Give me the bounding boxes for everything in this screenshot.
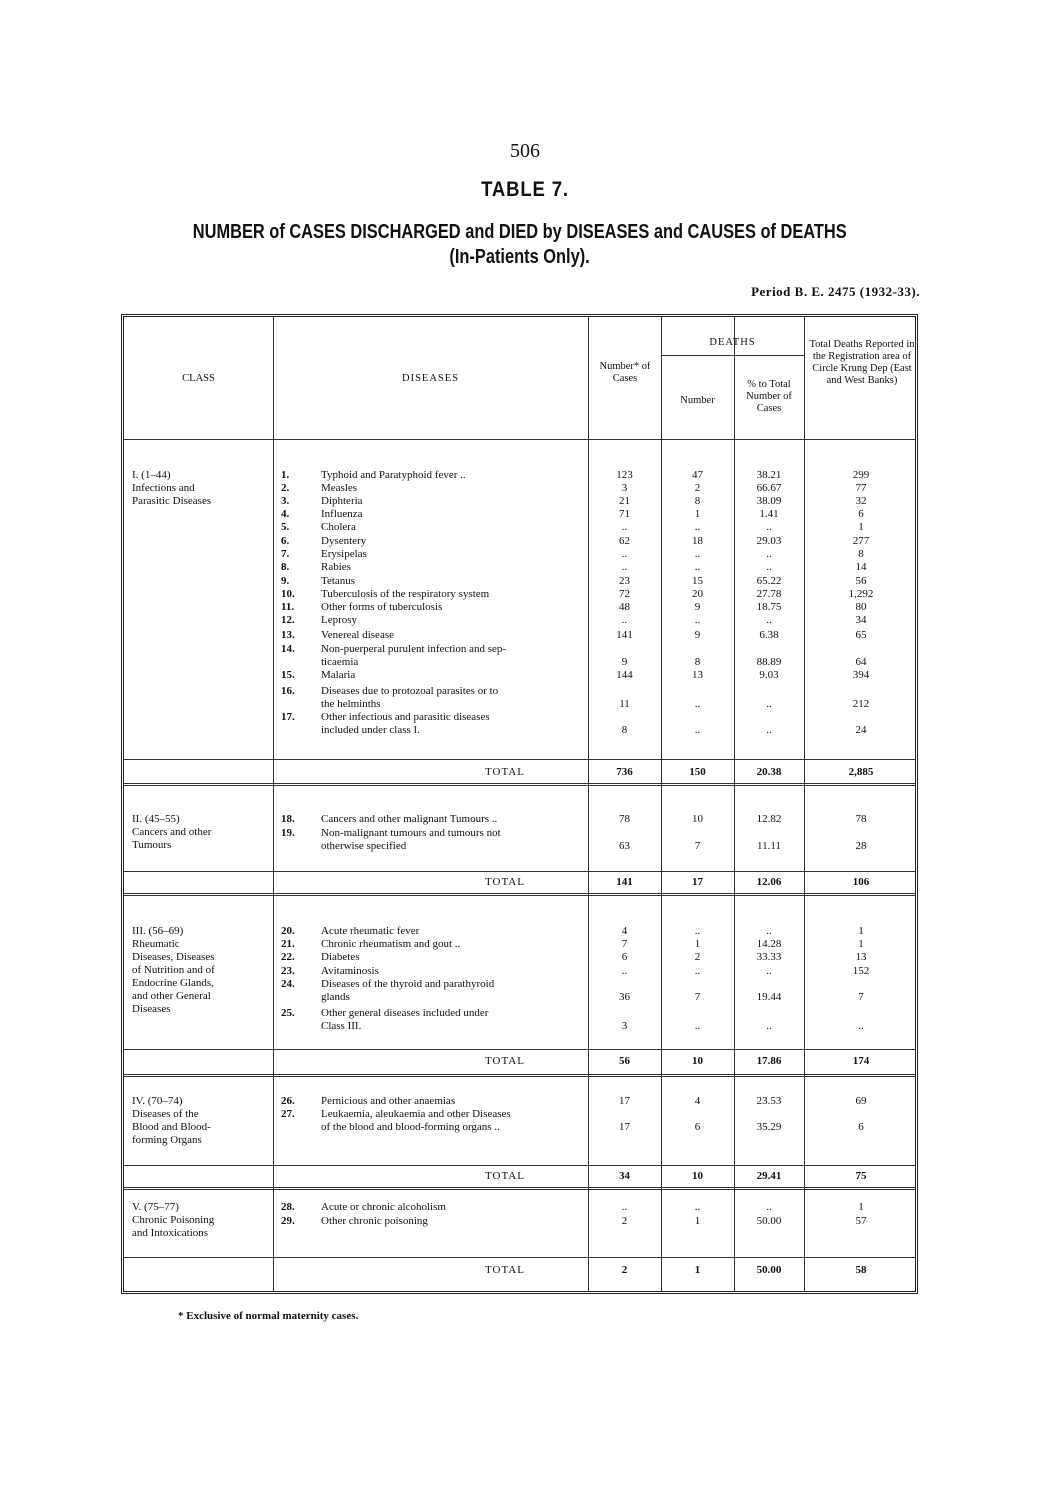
disease-number: 17. (281, 711, 295, 723)
disease-name: Diseases of the thyroid and parathyroid (321, 978, 495, 990)
disease-number: 22. (281, 951, 295, 963)
cases-value: 17 (619, 1095, 630, 1107)
total-label: TOTAL (485, 1170, 525, 1182)
class-label: Cancers and other (132, 826, 212, 838)
disease-name: Other forms of tuberculosis (321, 601, 443, 613)
disease-name: Acute rheumatic fever (321, 925, 420, 937)
cases-value: 3 (621, 1020, 628, 1032)
deaths-value: 13 (692, 669, 703, 681)
reported-value: 32 (855, 495, 867, 507)
cases-value: .. (621, 965, 628, 977)
disease-number: 19. (281, 827, 295, 839)
reported-value: 78 (855, 813, 867, 825)
class-label: Tumours (132, 839, 172, 851)
cases-value: .. (621, 614, 628, 626)
pct-value: 50.00 (756, 1215, 782, 1227)
reported-value: 6 (858, 508, 864, 520)
row-rule (124, 1187, 915, 1190)
pct-value: .. (766, 561, 772, 573)
disease-number: 8. (281, 561, 290, 573)
reported-value: 1 (858, 1201, 864, 1213)
disease-number: 28. (281, 1201, 295, 1213)
total-deaths: 10 (692, 1170, 703, 1182)
disease-number: 1. (281, 469, 290, 481)
disease-name: Acute or chronic alcoholism (321, 1201, 446, 1213)
pct-value: 23.53 (756, 1095, 782, 1107)
header-rule (124, 439, 915, 440)
cases-value: 17 (619, 1121, 630, 1133)
reported-value: 8 (858, 548, 864, 560)
deaths-rule (661, 355, 804, 356)
pct-value: 38.21 (756, 469, 782, 481)
pct-value: 12.82 (756, 813, 782, 825)
column-rule (661, 317, 662, 1291)
pct-value: .. (766, 614, 772, 626)
header-deaths-pct: % to Total Number of Cases (746, 379, 792, 414)
class-label: and Intoxications (132, 1227, 209, 1239)
disease-number: 27. (281, 1108, 295, 1120)
cases-value: .. (621, 561, 628, 573)
class-label: Diseases of the (132, 1108, 199, 1120)
pct-value: 27.78 (756, 588, 782, 600)
disease-name: Diabetes (321, 951, 360, 963)
deaths-value: 10 (692, 813, 703, 825)
disease-number: 2. (281, 482, 290, 494)
cases-value: 7 (621, 938, 628, 950)
disease-name: ticaemia (321, 656, 359, 668)
reported-value: 1 (858, 938, 864, 950)
reported-value: 34 (855, 614, 867, 626)
total-deaths: 150 (689, 766, 706, 778)
deaths-value: 7 (694, 991, 701, 1003)
header-class: CLASS (182, 373, 215, 384)
total-cases: 736 (616, 766, 633, 778)
deaths-value: .. (694, 1020, 701, 1032)
pct-value: 65.22 (756, 575, 782, 587)
cases-value: 63 (619, 840, 630, 852)
total-cases: 141 (616, 876, 633, 888)
total-label: TOTAL (485, 1055, 525, 1067)
cases-value: 48 (619, 601, 630, 613)
header-diseases: DISEASES (401, 373, 459, 384)
pct-value: 38.09 (756, 495, 782, 507)
disease-name: otherwise specified (321, 840, 407, 852)
pct-value: .. (766, 1201, 772, 1213)
cases-value: 8 (621, 724, 628, 736)
cases-value: .. (621, 548, 628, 560)
cases-value: 21 (619, 495, 630, 507)
reported-value: 1 (858, 521, 864, 533)
cases-value: .. (621, 521, 628, 533)
reported-value: 56 (855, 575, 867, 587)
pct-value: 14.28 (756, 938, 782, 950)
total-pct: 20.38 (756, 766, 782, 778)
disease-name: Leukaemia, aleukaemia and other Diseases (321, 1108, 511, 1120)
cases-value: 71 (619, 508, 630, 520)
reported-value: 394 (852, 669, 870, 681)
disease-name: Pernicious and other anaemias (321, 1095, 456, 1107)
disease-number: 10. (281, 588, 295, 600)
total-reported: 174 (852, 1055, 870, 1067)
total-reported: 58 (855, 1264, 867, 1276)
disease-name: of the blood and blood-forming organs .. (321, 1121, 500, 1133)
deaths-value: 2 (694, 951, 701, 963)
disease-number: 25. (281, 1007, 295, 1019)
reported-value: 1,292 (848, 588, 874, 600)
class-label: Infections and (132, 482, 195, 494)
reported-value: 57 (855, 1215, 867, 1227)
reported-value: 7 (858, 991, 864, 1003)
cases-value: 78 (619, 813, 630, 825)
pct-value: 18.75 (756, 601, 782, 613)
disease-number: 14. (281, 643, 295, 655)
subtitle-line: (In-Patients Only). (449, 246, 591, 268)
disease-number: 21. (281, 938, 295, 950)
deaths-value: 47 (692, 469, 703, 481)
class-label: II. (45–55) (132, 813, 180, 825)
total-cases: 34 (619, 1170, 630, 1182)
header-deaths: DEATHS (709, 337, 756, 348)
header-deaths-number: Number (680, 395, 715, 406)
cases-value: 23 (619, 575, 630, 587)
reported-value: 277 (852, 535, 870, 547)
class-label: of Nutrition and of (132, 964, 215, 976)
total-deaths: 17 (692, 876, 703, 888)
disease-number: 3. (281, 495, 290, 507)
main-title (0, 220, 1040, 270)
total-pct: 17.86 (756, 1055, 782, 1067)
total-pct: 50.00 (756, 1264, 782, 1276)
total-deaths: 10 (692, 1055, 703, 1067)
deaths-value: .. (694, 521, 701, 533)
disease-number: 5. (281, 521, 290, 533)
period-label: Period B. E. 2475 (1932-33). (751, 284, 920, 299)
total-pct: 29.41 (756, 1170, 782, 1182)
cases-value: 62 (619, 535, 630, 547)
pct-value: .. (766, 724, 772, 736)
disease-name: Tetanus (321, 575, 356, 587)
deaths-value: .. (694, 724, 701, 736)
pct-value: 66.67 (756, 482, 782, 494)
deaths-value: 18 (692, 535, 703, 547)
class-label: Blood and Blood- (132, 1121, 211, 1133)
disease-name: Dysentery (321, 535, 367, 547)
total-reported: 75 (855, 1170, 867, 1182)
reported-value: 299 (852, 469, 870, 481)
disease-number: 15. (281, 669, 295, 681)
row-rule (124, 759, 915, 760)
class-label: Diseases (132, 1003, 171, 1015)
deaths-value: .. (694, 965, 701, 977)
deaths-value: .. (694, 698, 701, 710)
disease-name: Other infectious and parasitic diseases (321, 711, 490, 723)
pct-value: .. (766, 521, 772, 533)
pct-value: 19.44 (756, 991, 782, 1003)
cases-value: 3 (621, 482, 628, 494)
disease-name: Chronic rheumatism and gout .. (321, 938, 461, 950)
deaths-value: .. (694, 614, 701, 626)
deaths-value: 8 (694, 495, 701, 507)
class-label: Rheumatic (132, 938, 180, 950)
disease-name: Tuberculosis of the respiratory system (321, 588, 490, 600)
total-label: TOTAL (485, 876, 525, 888)
disease-number: 13. (281, 629, 295, 641)
data-table (121, 314, 918, 1294)
disease-number: 4. (281, 508, 290, 520)
pct-value: 33.33 (756, 951, 782, 963)
deaths-value: 2 (694, 482, 701, 494)
cases-value: 144 (616, 669, 633, 681)
reported-value: 65 (855, 629, 867, 641)
disease-name: Rabies (321, 561, 351, 573)
class-label: I. (1–44) (132, 469, 171, 481)
class-label: Endocrine Glands, (132, 977, 214, 989)
total-label: TOTAL (485, 1264, 525, 1276)
column-rule (734, 317, 735, 1291)
pct-value: 1.41 (759, 508, 779, 520)
disease-number: 12. (281, 614, 295, 626)
pct-value: 11.11 (757, 840, 781, 852)
disease-name: Non-malignant tumours and tumours not (321, 827, 501, 839)
deaths-value: 4 (694, 1095, 701, 1107)
disease-name: Avitaminosis (321, 965, 379, 977)
deaths-value: .. (694, 925, 701, 937)
column-rule (273, 317, 274, 1291)
column-rule (588, 317, 589, 1291)
disease-number: 6. (281, 535, 290, 547)
pct-value: .. (766, 548, 772, 560)
disease-name: Other general diseases included under (321, 1007, 489, 1019)
disease-name: Venereal disease (321, 629, 394, 641)
pct-value: 9.03 (759, 669, 779, 681)
total-cases: 2 (621, 1264, 628, 1276)
disease-number: 16. (281, 685, 295, 697)
reported-value: 6 (858, 1121, 864, 1133)
pct-value: .. (766, 925, 772, 937)
reported-value: 212 (852, 698, 870, 710)
deaths-value: 7 (694, 840, 701, 852)
disease-name: Typhoid and Paratyphoid fever .. (321, 469, 466, 481)
reported-value: 14 (855, 561, 867, 573)
disease-name: Non-puerperal purulent infection and sep- (321, 643, 507, 655)
deaths-value: 9 (694, 629, 701, 641)
class-label: and other General (132, 990, 211, 1002)
reported-value: 1 (858, 925, 864, 937)
row-rule (124, 1049, 915, 1050)
disease-name: Measles (321, 482, 358, 494)
class-label: V. (75–77) (132, 1201, 179, 1213)
total-reported: 106 (852, 876, 870, 888)
disease-name: Influenza (321, 508, 363, 520)
disease-number: 11. (281, 601, 295, 613)
deaths-value: .. (694, 548, 701, 560)
page-number: 506 (510, 140, 540, 162)
cases-value: 123 (616, 469, 633, 481)
cases-value: 4 (621, 925, 628, 937)
deaths-value: 9 (694, 601, 701, 613)
cases-value: 72 (619, 588, 630, 600)
reported-value: 24 (855, 724, 867, 736)
deaths-value: 1 (694, 938, 701, 950)
total-deaths: 1 (694, 1264, 701, 1276)
pct-value: 6.38 (759, 629, 779, 641)
disease-name: glands (321, 991, 350, 1003)
disease-name: Class III. (321, 1020, 362, 1032)
title-line: NUMBER of CASES DISCHARGED and DIED by DISEASES and CAUSES of DEATHS (193, 221, 847, 243)
pct-value: .. (766, 965, 772, 977)
pct-value: .. (766, 698, 772, 710)
class-label: IV. (70–74) (132, 1095, 183, 1107)
cases-value: 6 (621, 951, 628, 963)
row-rule (124, 1165, 915, 1166)
disease-name: Diseases due to protozoal parasites or to (321, 685, 499, 697)
cases-value: .. (621, 1201, 628, 1213)
disease-name: Erysipelas (321, 548, 367, 560)
disease-name: Diphteria (321, 495, 363, 507)
disease-name: Malaria (321, 669, 356, 681)
deaths-value: 15 (692, 575, 703, 587)
row-rule (124, 871, 915, 872)
deaths-value: .. (694, 561, 701, 573)
deaths-value: 6 (694, 1121, 701, 1133)
header-total-deaths: Total Deaths Reported in the Registration area of Circle Krung Dep (East and West Banks) (809, 339, 915, 386)
class-label: forming Organs (132, 1134, 202, 1146)
row-rule (124, 893, 915, 896)
reported-value: 28 (855, 840, 867, 852)
pct-value: 35.29 (756, 1121, 782, 1133)
pct-value: 29.03 (756, 535, 782, 547)
disease-name: Cancers and other malignant Tumours .. (321, 813, 498, 825)
row-rule (124, 783, 915, 786)
disease-name: Leprosy (321, 614, 358, 626)
disease-number: 9. (281, 575, 290, 587)
cases-value: 36 (619, 991, 630, 1003)
class-label: Parasitic Diseases (132, 495, 212, 507)
class-label: Diseases, Diseases (132, 951, 215, 963)
reported-value: 69 (855, 1095, 867, 1107)
total-pct: 12.06 (756, 876, 782, 888)
total-label: TOTAL (485, 766, 525, 778)
class-label: III. (56–69) (132, 925, 184, 937)
deaths-value: 20 (692, 588, 703, 600)
cases-value: 2 (621, 1215, 628, 1227)
deaths-value: .. (694, 1201, 701, 1213)
reported-value: 80 (855, 601, 867, 613)
disease-name: included under class I. (321, 724, 420, 736)
disease-number: 26. (281, 1095, 295, 1107)
deaths-value: 1 (694, 1215, 701, 1227)
reported-value: 77 (855, 482, 867, 494)
disease-number: 23. (281, 965, 295, 977)
disease-number: 18. (281, 813, 295, 825)
reported-value: 64 (855, 656, 867, 668)
reported-value: 13 (855, 951, 867, 963)
total-cases: 56 (619, 1055, 630, 1067)
cases-value: 141 (616, 629, 633, 641)
deaths-value: 8 (694, 656, 701, 668)
disease-number: 29. (281, 1215, 295, 1227)
reported-value: .. (858, 1020, 864, 1032)
disease-name: Cholera (321, 521, 356, 533)
class-label: Chronic Poisoning (132, 1214, 215, 1226)
pct-value: .. (766, 1020, 772, 1032)
reported-value: 152 (852, 965, 870, 977)
table-title: TABLE 7. (481, 178, 569, 201)
total-reported: 2,885 (848, 766, 874, 778)
pct-value: 88.89 (756, 656, 782, 668)
column-rule (804, 317, 805, 1291)
disease-name: Other chronic poisoning (321, 1215, 428, 1227)
disease-number: 24. (281, 978, 295, 990)
disease-number: 7. (281, 548, 290, 560)
row-rule (124, 1074, 915, 1077)
cases-value: 11 (619, 698, 630, 710)
deaths-value: 1 (694, 508, 701, 520)
cases-value: 9 (621, 656, 628, 668)
footnote: * Exclusive of normal maternity cases. (178, 1310, 359, 1322)
disease-number: 20. (281, 925, 295, 937)
header-cases: Number* of Cases (599, 361, 651, 384)
row-rule (124, 1257, 915, 1258)
disease-name: the helminths (321, 698, 381, 710)
